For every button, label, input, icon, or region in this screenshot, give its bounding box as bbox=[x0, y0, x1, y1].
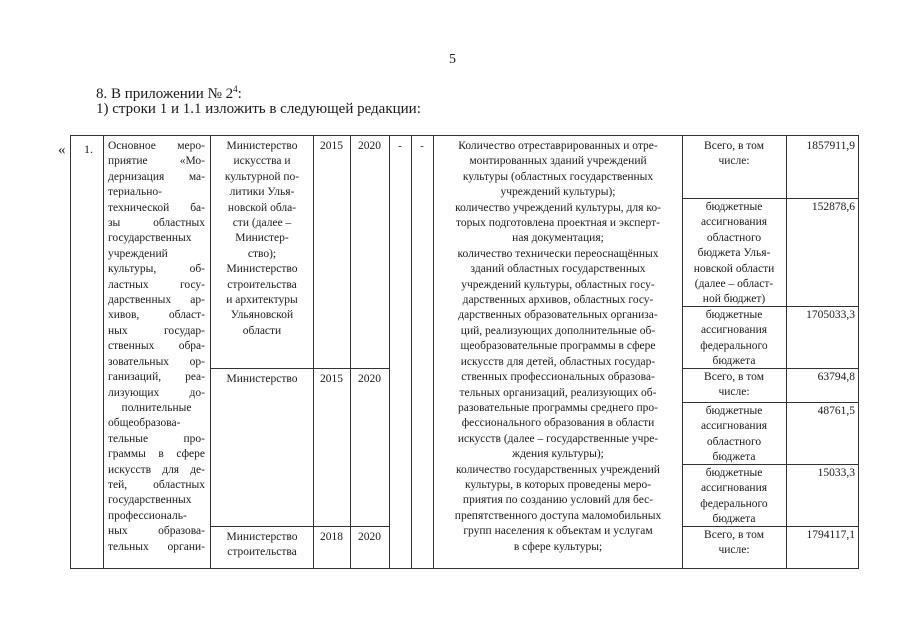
activity-line: учреждений bbox=[108, 247, 168, 260]
activity-line: тей, областных bbox=[108, 478, 205, 491]
indicator-line: Количество отреставрированных и отре- bbox=[458, 140, 658, 152]
end-year: 2020 bbox=[358, 531, 381, 543]
finance-line: ной бюджет) bbox=[702, 293, 766, 306]
start-year: 2015 bbox=[320, 140, 343, 152]
activity-line: Основное меро- bbox=[108, 140, 205, 152]
activity-line: искусств для де- bbox=[108, 463, 205, 476]
finance-line: Всего, в том bbox=[704, 140, 764, 152]
finance-line: бюджета Улья- bbox=[697, 247, 771, 260]
row-number: 1. bbox=[84, 142, 93, 156]
finance-value: 1705033,3 bbox=[806, 309, 855, 321]
activity-line: приятие «Мо- bbox=[108, 155, 205, 168]
activity-cell bbox=[108, 139, 205, 555]
indicator-line: зданий областных государственных bbox=[470, 263, 646, 276]
activity-line: дернизация ма- bbox=[108, 170, 205, 183]
executor-line: строительства bbox=[227, 278, 297, 291]
executor-line: литики Улья- bbox=[229, 186, 295, 199]
indicator-line: количество государственных учреждений bbox=[456, 463, 660, 476]
indicator-line: групп населения к объектам и услугам bbox=[463, 525, 653, 538]
activity-line: териально- bbox=[108, 186, 162, 199]
finance-value: 1794117,1 bbox=[806, 529, 855, 541]
activity-line: зовательных ор- bbox=[108, 355, 205, 368]
finance-line: федерального bbox=[700, 339, 768, 352]
finance-line: бюджетные bbox=[705, 309, 763, 321]
indicator-line: приятия по созданию условий для бес- bbox=[462, 494, 654, 507]
section-heading-sup: 4 bbox=[233, 84, 238, 94]
indicator-line: культуры, в которых проведены меро- bbox=[464, 478, 652, 491]
indicator-line: тельных организаций, реализующих об- bbox=[459, 386, 657, 399]
finance-line: бюджетные bbox=[705, 201, 763, 213]
dash-cell: - bbox=[398, 140, 402, 152]
indicator-line: культуры (областных государственных bbox=[462, 170, 654, 183]
finance-line: новской области bbox=[693, 262, 775, 275]
finance-line: Всего, в том bbox=[704, 529, 764, 541]
indicator-line: ная документация; bbox=[512, 232, 604, 245]
activity-line: зы областных bbox=[108, 217, 205, 230]
activity-line: культуры, об- bbox=[108, 263, 205, 276]
finance-line: числе: bbox=[718, 155, 750, 168]
executor-cell bbox=[212, 139, 312, 339]
indicator-line: ственных профессиональных образова- bbox=[461, 371, 655, 384]
executor-line: Министерство bbox=[226, 263, 298, 276]
finance-line: областного bbox=[706, 231, 762, 244]
finance-line: бюджетные bbox=[705, 467, 763, 479]
indicator-line: препятственного доступа маломобильных bbox=[454, 509, 662, 522]
executor-line: Министерство bbox=[226, 531, 298, 543]
finance-value: 63794,8 bbox=[817, 371, 855, 383]
finance-source bbox=[684, 404, 784, 466]
finance-value: 1857911,9 bbox=[806, 140, 855, 152]
indicator-line: искусств для детей, областных государ- bbox=[460, 355, 656, 368]
finance-source bbox=[684, 200, 784, 308]
indicators-cell bbox=[436, 139, 680, 555]
indicator-line: щеобразовательные программы в сфере bbox=[460, 340, 656, 353]
indicator-line: ждения культуры); bbox=[512, 448, 604, 461]
end-year: 2020 bbox=[358, 373, 381, 385]
finance-line: бюджета bbox=[712, 513, 756, 526]
activity-line: общеобразова- bbox=[108, 417, 181, 430]
finance-line: ассигнования bbox=[700, 482, 768, 495]
indicator-line: количество технически переоснащённых bbox=[457, 247, 659, 260]
finance-source bbox=[684, 466, 784, 528]
executor-line: сти (далее – bbox=[232, 217, 292, 230]
activity-line: государственных bbox=[108, 232, 192, 245]
indicator-line: дарственных архивов, областных госу- bbox=[462, 294, 654, 307]
activity-line: профессиональ- bbox=[108, 509, 187, 522]
finance-line: областного bbox=[706, 435, 762, 448]
activity-line: ных государ- bbox=[108, 324, 205, 337]
activity-line: государственных bbox=[108, 494, 192, 507]
finance-value: 152878,6 bbox=[811, 201, 855, 213]
section-heading-tail: : bbox=[237, 86, 242, 102]
activity-line: ганизаций, реа- bbox=[108, 371, 205, 384]
indicator-line: фессионального образования в области bbox=[461, 417, 655, 430]
indicator-line: учреждений культуры, областных госу- bbox=[461, 278, 655, 291]
finance-line: числе: bbox=[718, 386, 750, 399]
finance-value: 15033,3 bbox=[817, 467, 855, 479]
executor-line: и архитектуры bbox=[226, 294, 298, 307]
executor-line: Министер- bbox=[235, 232, 289, 245]
open-quote: « bbox=[58, 142, 66, 158]
indicator-line: ций, реализующих дополнительные об- bbox=[460, 324, 656, 337]
executor-line: Министерство bbox=[226, 140, 298, 152]
finance-line: бюджетные bbox=[705, 405, 763, 417]
finance-line: Всего, в том bbox=[704, 371, 764, 383]
activity-line: тельные про- bbox=[108, 432, 205, 445]
executor-line: строительства bbox=[227, 546, 297, 559]
finance-line: числе: bbox=[718, 544, 750, 557]
finance-line: федерального bbox=[700, 497, 768, 510]
finance-source bbox=[684, 139, 784, 170]
activity-line: граммы в сфере bbox=[108, 448, 205, 461]
indicator-line: монтированных зданий учреждений bbox=[469, 155, 647, 168]
activity-line: полнительные bbox=[121, 401, 192, 414]
finance-source bbox=[684, 370, 784, 401]
indicator-line: торых подготовлена проектная и эксперт- bbox=[456, 217, 660, 230]
executor-line: культурной по- bbox=[224, 170, 300, 183]
executor-cell bbox=[212, 372, 312, 387]
page-number: 5 bbox=[449, 52, 456, 67]
executor-line: новской обла- bbox=[227, 201, 297, 214]
executor-line: области bbox=[242, 324, 282, 337]
finance-line: бюджета bbox=[712, 451, 756, 464]
activity-line: ственных обра- bbox=[108, 340, 205, 353]
executor-line: искусства и bbox=[233, 155, 291, 168]
finance-line: ассигнования bbox=[700, 216, 768, 229]
dash-cell: - bbox=[420, 140, 424, 152]
indicator-line: искусств (далее – государственные учре- bbox=[457, 432, 659, 445]
start-year: 2018 bbox=[320, 531, 343, 543]
finance-value: 48761,5 bbox=[817, 405, 855, 417]
indicator-line: разовательные программы среднего про- bbox=[458, 401, 658, 414]
finance-line: (далее – област- bbox=[694, 278, 774, 291]
section-heading-text: 8. В приложении № 2 bbox=[96, 86, 234, 102]
indicator-line: дарственных образовательных организа- bbox=[458, 309, 658, 322]
indicator-line: в сфере культуры; bbox=[513, 540, 603, 553]
activity-line: тельных органи- bbox=[108, 540, 205, 553]
finance-source bbox=[684, 308, 784, 370]
indicator-line: количество учреждений культуры, для ко- bbox=[455, 201, 661, 214]
activity-line: дарственных ар- bbox=[108, 294, 205, 307]
start-year: 2015 bbox=[320, 373, 343, 385]
activity-line: технической ба- bbox=[108, 201, 205, 214]
finance-line: ассигнования bbox=[700, 420, 768, 433]
executor-line: ство); bbox=[247, 247, 277, 260]
executor-line: Министерство bbox=[226, 373, 298, 385]
activity-line: лизующих до- bbox=[108, 386, 205, 399]
section-subheading: 1) строки 1 и 1.1 изложить в следующей редакции: bbox=[96, 101, 421, 117]
indicator-line: учреждений культуры); bbox=[500, 186, 616, 199]
finance-line: бюджета bbox=[712, 355, 756, 368]
executor-cell bbox=[212, 530, 312, 561]
finance-line: ассигнования bbox=[700, 324, 768, 337]
finance-source bbox=[684, 528, 784, 559]
activity-line: ных образова- bbox=[108, 525, 205, 538]
end-year: 2020 bbox=[358, 140, 381, 152]
activity-line: ластных госу- bbox=[108, 278, 205, 291]
executor-line: Ульяновской bbox=[230, 309, 294, 322]
activity-line: хивов, област- bbox=[108, 309, 205, 322]
